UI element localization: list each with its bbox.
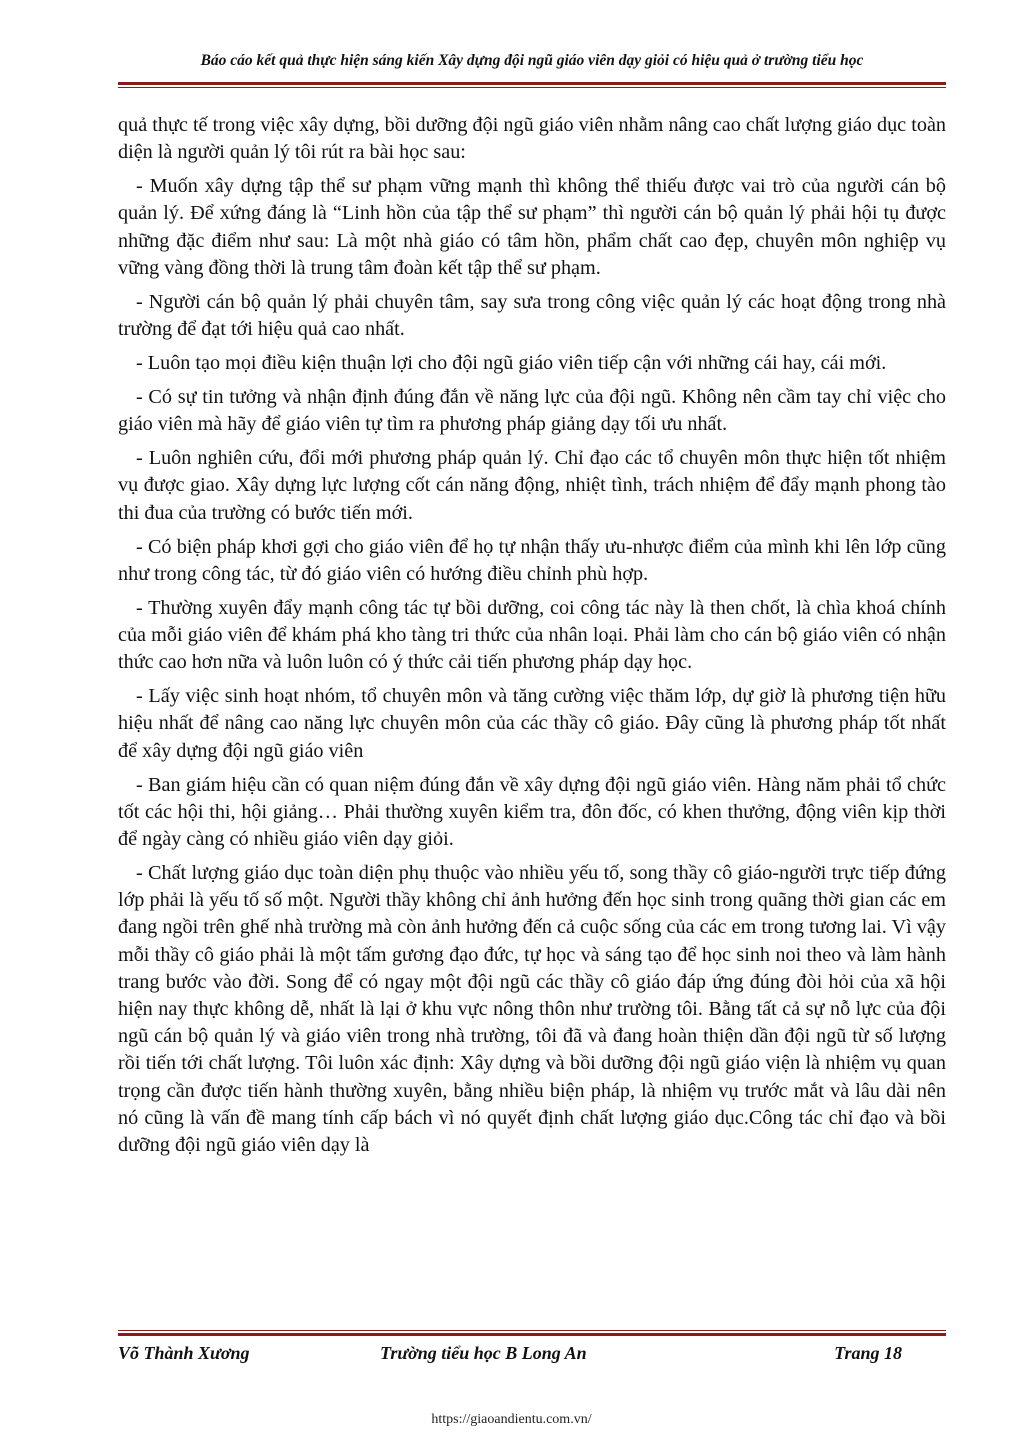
header-divider-thick [118, 82, 946, 85]
paragraph-lesson-7: - Thường xuyên đẩy mạnh công tác tự bồi dưỡng, coi công tác này là then chốt, là chìa khoá chính của mỗi giáo viên để khám phá kho tàng tri thức của nhân loại. Phải làm cho cán bộ giáo viên có nhận thức cao hơn nữa và luôn luôn có ý thức cải tiến phương pháp dạy học. [118, 596, 946, 674]
paragraph-lesson-1: - Muốn xây dựng tập thể sư phạm vững mạnh thì không thể thiếu được vai trò của người cán bộ quản lý. Để xứng đáng là “Linh hồn của tập thể sư phạm” thì người cán bộ quản lý phải hội tụ được những đặc điểm như sau: Là một nhà giáo có tâm hồn, phẩm chất cao đẹp, chuyên môn nghiệp vụ vững vàng đồng thời là trung tâm đoàn kết tập thể sư phạm. [118, 175, 946, 279]
document-body [118, 112, 946, 1166]
paragraph-lesson-3: - Luôn tạo mọi điều kiện thuận lợi cho đội ngũ giáo viên tiếp cận với những cái hay, cái mới. [136, 352, 887, 375]
paragraph-lesson-6: - Có biện pháp khơi gợi cho giáo viên để họ tự nhận thấy ưu-nhược điểm của mình khi lên lớp cũng như trong công tác, từ đó giáo viên có hướng điều chỉnh phù hợp. [118, 535, 946, 585]
paragraph-lesson-5: - Luôn nghiên cứu, đổi mới phương pháp quản lý. Chỉ đạo các tổ chuyên môn thực hiện tốt nhiệm vụ được giao. Xây dựng lực lượng cốt cán năng động, nhiệt tình, trách nhiệm để đẩy mạnh phong tào thi đua của trường có bước tiến mới. [118, 447, 946, 524]
paragraph-lesson-2: - Người cán bộ quản lý phải chuyên tâm, say sưa trong công việc quản lý các hoạt động trong nhà trường để đạt tới hiệu quả cao nhất. [118, 290, 946, 341]
paragraph-lesson-4: - Có sự tin tưởng và nhận định đúng đắn về năng lực của đội ngũ. Không nên cầm tay chỉ việc cho giáo viên mà hãy để giáo viên tự tìm ra phương pháp giảng dạy tối ưu nhất. [118, 386, 946, 436]
footer-divider [118, 1330, 946, 1336]
page-header-title: Báo cáo kết quả thực hiện sáng kiến Xây dựng đội ngũ giáo viên dạy giỏi có hiệu quả ở trường tiểu học [200, 52, 864, 69]
page-footer [118, 1343, 946, 1369]
footer-divider-thick [118, 1333, 946, 1336]
header-divider-thin [118, 87, 946, 88]
paragraph-lesson-8: - Lấy việc sinh hoạt nhóm, tổ chuyên môn và tăng cường việc thăm lớp, dự giờ là phương tiện hữu hiệu nhất để nâng cao năng lực chuyên môn của các thầy cô giáo. Đây cũng là phương pháp tốt nhất để xây dựng đội ngũ giáo viên [118, 685, 946, 762]
footer-school: Trường tiểu học B Long An [380, 1343, 587, 1363]
footer-author: Võ Thành Xương [118, 1343, 250, 1363]
source-url: https://giaoandientu.com.vn/ [431, 1412, 592, 1427]
footer-page-number: Trang 18 [834, 1343, 902, 1363]
header-divider [118, 82, 946, 88]
paragraph-intro: quả thực tế trong việc xây dựng, bồi dưỡng đội ngũ giáo viên nhằm nâng cao chất lượng giáo dục toàn diện là người quản lý tôi rút ra bài học sau: [118, 114, 946, 164]
footer-divider-thin [118, 1330, 946, 1331]
paragraph-lesson-9: - Ban giám hiệu cần có quan niệm đúng đắn về xây dựng đội ngũ giáo viên. Hàng năm phải tổ chức tốt các hội thi, hội giảng… Phải thường xuyên kiểm tra, đôn đốc, có khen thưởng, động viên kịp thời để ngày càng có nhiều giáo viên dạy giỏi. [118, 773, 946, 851]
paragraph-lesson-10: - Chất lượng giáo dục toàn diện phụ thuộc vào nhiều yếu tố, song thầy cô giáo-người trực tiếp đứng lớp phải là yếu tố số một. Người thầy không chỉ ảnh hưởng đến học sinh trong quãng thời gian các em đang ngồi trên ghế nhà trường mà còn ảnh hưởng đến cả cuộc sống của các em trong tương lai. Vì vậy mỗi thầy cô giáo phải là một tấm gương đạo đức, tự học và sáng tạo để học sinh noi theo và làm hành trang bước vào đời. Song để có ngay một đội ngũ các thầy cô giáo đáp ứng đúng đòi hỏi của xã hội hiện nay thực không dễ, nhất là lại ở khu vực nông thôn như trường tôi. Bằng tất cả sự nỗ lực của đội ngũ cán bộ quản lý và giáo viên trong nhà trường, tôi đã và đang hoàn thiện dần đội ngũ từ số lượng rồi tiến tới chất lượng. Tôi luôn xác định: Xây dựng và bồi dưỡng đội ngũ giáo viện là nhiệm vụ quan trọng cần được tiến hành thường xuyên, bằng nhiều biện pháp, là nhiệm vụ trước mắt và lâu dài nên nó cũng là vấn đề mang tính cấp bách vì nó quyết định chất lượng giáo dục.Công tác chỉ đạo và bồi dưỡng đội ngũ giáo viên dạy là [118, 862, 946, 1157]
